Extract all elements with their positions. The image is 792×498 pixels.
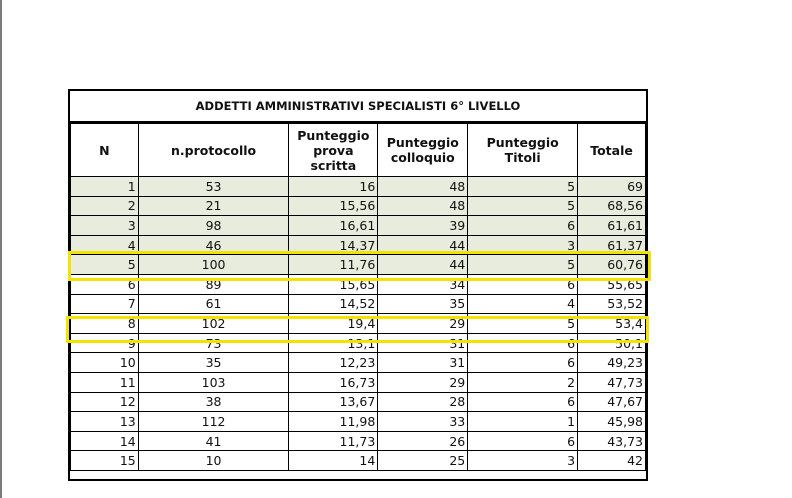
cell-prova-scritta: 11,73 <box>289 431 378 451</box>
cell-n: 15 <box>71 451 139 471</box>
cell-titoli: 5 <box>468 177 578 197</box>
cell-protocollo: 38 <box>138 392 289 412</box>
ranking-table <box>70 123 646 471</box>
cell-titoli: 4 <box>468 294 578 314</box>
cell-protocollo: 102 <box>138 314 289 334</box>
cell-n: 13 <box>71 412 139 432</box>
table-row <box>71 353 646 373</box>
cell-totale: 50,1 <box>578 333 646 353</box>
header-protocollo: n.protocollo <box>138 124 289 177</box>
table-row <box>71 333 646 353</box>
cell-totale: 61,61 <box>578 216 646 236</box>
cell-n: 1 <box>71 177 139 197</box>
header-prova-scritta: Punteggio prova scritta <box>289 124 378 177</box>
cell-prova-scritta: 19,4 <box>289 314 378 334</box>
table-row <box>71 294 646 314</box>
cell-titoli: 6 <box>468 333 578 353</box>
cell-titoli: 6 <box>468 431 578 451</box>
cell-colloquio: 29 <box>378 372 468 392</box>
cell-prova-scritta: 13,67 <box>289 392 378 412</box>
header-n: N <box>71 124 139 177</box>
cell-colloquio: 48 <box>378 177 468 197</box>
cell-colloquio: 31 <box>378 333 468 353</box>
cell-protocollo: 35 <box>138 353 289 373</box>
cell-protocollo: 89 <box>138 274 289 294</box>
cell-titoli: 1 <box>468 412 578 432</box>
cell-protocollo: 21 <box>138 196 289 216</box>
table-row <box>71 451 646 471</box>
cell-totale: 47,67 <box>578 392 646 412</box>
cell-totale: 43,73 <box>578 431 646 451</box>
cell-prova-scritta: 12,23 <box>289 353 378 373</box>
cell-protocollo: 98 <box>138 216 289 236</box>
cell-colloquio: 33 <box>378 412 468 432</box>
cell-protocollo: 46 <box>138 235 289 255</box>
cell-totale: 53,4 <box>578 314 646 334</box>
table-row <box>71 431 646 451</box>
cell-prova-scritta: 16,61 <box>289 216 378 236</box>
document-page <box>2 0 792 498</box>
cell-totale: 47,73 <box>578 372 646 392</box>
cell-colloquio: 44 <box>378 255 468 275</box>
cell-n: 9 <box>71 333 139 353</box>
cell-titoli: 6 <box>468 353 578 373</box>
cell-prova-scritta: 16,73 <box>289 372 378 392</box>
cell-colloquio: 34 <box>378 274 468 294</box>
cell-colloquio: 39 <box>378 216 468 236</box>
cell-protocollo: 10 <box>138 451 289 471</box>
cell-prova-scritta: 11,76 <box>289 255 378 275</box>
cell-colloquio: 28 <box>378 392 468 412</box>
cell-protocollo: 61 <box>138 294 289 314</box>
table-row <box>71 314 646 334</box>
table-title: ADDETTI AMMINISTRATIVI SPECIALISTI 6° LIVELLO <box>70 91 646 123</box>
cell-titoli: 3 <box>468 235 578 255</box>
cell-prova-scritta: 14 <box>289 451 378 471</box>
cell-prova-scritta: 14,52 <box>289 294 378 314</box>
cell-colloquio: 35 <box>378 294 468 314</box>
cell-colloquio: 29 <box>378 314 468 334</box>
table-row <box>71 177 646 197</box>
cell-colloquio: 44 <box>378 235 468 255</box>
cell-n: 8 <box>71 314 139 334</box>
table-row <box>71 196 646 216</box>
cell-n: 5 <box>71 255 139 275</box>
cell-colloquio: 48 <box>378 196 468 216</box>
cell-titoli: 5 <box>468 255 578 275</box>
cell-colloquio: 26 <box>378 431 468 451</box>
cell-titoli: 2 <box>468 372 578 392</box>
cell-totale: 49,23 <box>578 353 646 373</box>
table-row <box>71 372 646 392</box>
table-row <box>71 274 646 294</box>
cell-n: 11 <box>71 372 139 392</box>
cell-n: 3 <box>71 216 139 236</box>
cell-n: 10 <box>71 353 139 373</box>
cell-protocollo: 100 <box>138 255 289 275</box>
cell-titoli: 5 <box>468 196 578 216</box>
cell-prova-scritta: 16 <box>289 177 378 197</box>
table-row <box>71 255 646 275</box>
cell-totale: 60,76 <box>578 255 646 275</box>
cell-prova-scritta: 13,1 <box>289 333 378 353</box>
table-row <box>71 235 646 255</box>
cell-totale: 53,52 <box>578 294 646 314</box>
cell-totale: 69 <box>578 177 646 197</box>
cell-totale: 42 <box>578 451 646 471</box>
cell-n: 2 <box>71 196 139 216</box>
cell-titoli: 6 <box>468 274 578 294</box>
cell-protocollo: 73 <box>138 333 289 353</box>
cell-totale: 68,56 <box>578 196 646 216</box>
cell-prova-scritta: 15,56 <box>289 196 378 216</box>
cell-n: 7 <box>71 294 139 314</box>
header-row <box>71 124 646 177</box>
cell-prova-scritta: 14,37 <box>289 235 378 255</box>
cell-n: 14 <box>71 431 139 451</box>
header-totale: Totale <box>578 124 646 177</box>
cell-titoli: 3 <box>468 451 578 471</box>
cell-n: 6 <box>71 274 139 294</box>
cell-protocollo: 103 <box>138 372 289 392</box>
cell-totale: 55,65 <box>578 274 646 294</box>
cell-totale: 45,98 <box>578 412 646 432</box>
cell-protocollo: 112 <box>138 412 289 432</box>
table-row <box>71 392 646 412</box>
header-colloquio: Punteggio colloquio <box>378 124 468 177</box>
header-titoli: Punteggio Titoli <box>468 124 578 177</box>
cell-n: 12 <box>71 392 139 412</box>
cell-colloquio: 25 <box>378 451 468 471</box>
table-row <box>71 216 646 236</box>
cell-titoli: 5 <box>468 314 578 334</box>
cell-totale: 61,37 <box>578 235 646 255</box>
cell-n: 4 <box>71 235 139 255</box>
cell-prova-scritta: 15,65 <box>289 274 378 294</box>
cell-protocollo: 41 <box>138 431 289 451</box>
cell-protocollo: 53 <box>138 177 289 197</box>
table-row <box>71 412 646 432</box>
ranking-table-frame <box>68 89 648 481</box>
cell-colloquio: 31 <box>378 353 468 373</box>
cell-titoli: 6 <box>468 392 578 412</box>
cell-prova-scritta: 11,98 <box>289 412 378 432</box>
cell-titoli: 6 <box>468 216 578 236</box>
